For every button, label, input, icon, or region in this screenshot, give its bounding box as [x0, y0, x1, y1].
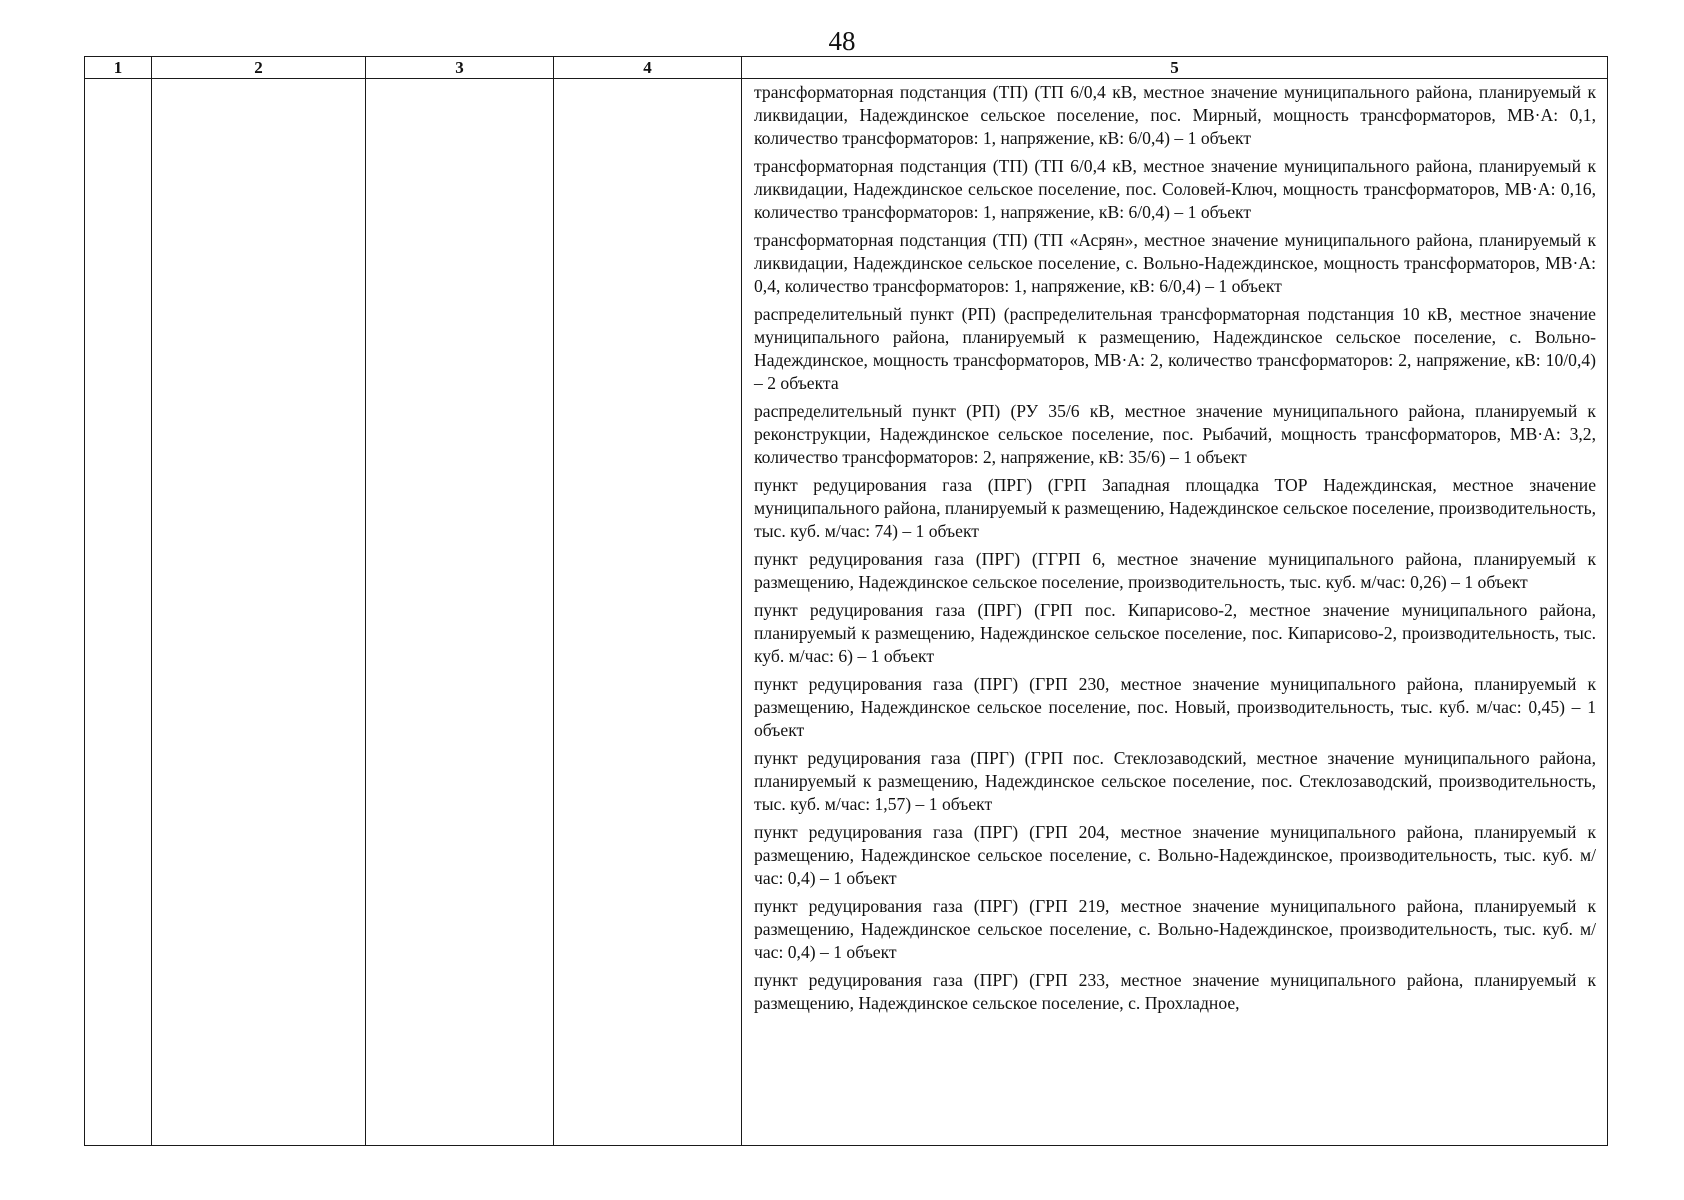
cell-col-1	[85, 79, 152, 1146]
cell-col-2	[152, 79, 366, 1146]
list-item: пункт редуцирования газа (ПРГ) (ГГРП 6, местное значение муниципального района, планируемый к размещению, Надеждинское сельское поселение, производительность, тыс. куб. м/час: 0,26) – 1 объект	[754, 549, 1596, 592]
list-item: пункт редуцирования газа (ПРГ) (ГРП 230, местное значение муниципального района, планируемый к размещению, Надеждинское сельское поселение, пос. Новый, производительность, тыс. куб. м/час: 0,45) – 1 объект	[754, 674, 1596, 740]
list-item: распределительный пункт (РП) (РУ 35/6 кВ, местное значение муниципального района, планируемый к реконструкции, Надеждинское сельское поселение, пос. Рыбачий, мощность трансформаторов, МВ·А: 3,2, количество трансформаторов: 2, напряжение, кВ: 35/6) – 1 объект	[754, 401, 1596, 467]
list-item: пункт редуцирования газа (ПРГ) (ГРП 233, местное значение муниципального района, планируемый к размещению, Надеждинское сельское поселение, с. Прохладное,	[754, 970, 1596, 1013]
header-col-3: 3	[366, 57, 554, 79]
header-col-2: 2	[152, 57, 366, 79]
list-item: трансформаторная подстанция (ТП) (ТП 6/0,4 кВ, местное значение муниципального района, планируемый к ликвидации, Надеждинское сельское поселение, пос. Мирный, мощность трансформаторов, МВ·А: 0,1, количество трансформаторов: 1, напряжение, кВ: 6/0,4) – 1 объект	[754, 82, 1596, 148]
col5-content	[742, 79, 1607, 1145]
header-col-4: 4	[554, 57, 742, 79]
table-header-row	[85, 57, 1608, 79]
data-table	[84, 56, 1608, 1146]
list-item: пункт редуцирования газа (ПРГ) (ГРП Западная площадка ТОР Надеждинская, местное значение муниципального района, планируемый к размещению, Надеждинское сельское поселение, производительность, тыс. куб. м/час: 74) – 1 объект	[754, 475, 1596, 541]
cell-col-3	[366, 79, 554, 1146]
cell-col-4	[554, 79, 742, 1146]
list-item: трансформаторная подстанция (ТП) (ТП 6/0,4 кВ, местное значение муниципального района, планируемый к ликвидации, Надеждинское сельское поселение, пос. Соловей-Ключ, мощность трансформаторов, МВ·А: 0,16, количество трансформаторов: 1, напряжение, кВ: 6/0,4) – 1 объект	[754, 156, 1596, 222]
list-item: пункт редуцирования газа (ПРГ) (ГРП пос. Кипарисово-2, местное значение муниципального района, планируемый к размещению, Надеждинское сельское поселение, пос. Кипарисово-2, производительность, тыс. куб. м/час: 6) – 1 объект	[754, 600, 1596, 666]
list-item: распределительный пункт (РП) (распределительная трансформаторная подстанция 10 кВ, местное значение муниципального района, планируемый к размещению, Надеждинское сельское поселение, с. Вольно-Надеждинское, мощность трансформаторов, МВ·А: 2, количество трансформаторов: 2, напряжение, кВ: 10/0,4) – 2 объекта	[754, 304, 1596, 393]
cell-col-5	[742, 79, 1608, 1146]
list-item: пункт редуцирования газа (ПРГ) (ГРП 204, местное значение муниципального района, планируемый к размещению, Надеждинское сельское поселение, с. Вольно-Надеждинское, производительность, тыс. куб. м/час: 0,4) – 1 объект	[754, 822, 1596, 888]
header-col-5: 5	[742, 57, 1608, 79]
page-number: 48	[828, 26, 856, 56]
list-item: пункт редуцирования газа (ПРГ) (ГРП пос. Стеклозаводский, местное значение муниципального района, планируемый к размещению, Надеждинское сельское поселение, пос. Стеклозаводский, производительность, тыс. куб. м/час: 1,57) – 1 объект	[754, 748, 1596, 814]
list-item: пункт редуцирования газа (ПРГ) (ГРП 219, местное значение муниципального района, планируемый к размещению, Надеждинское сельское поселение, с. Вольно-Надеждинское, производительность, тыс. куб. м/час: 0,4) – 1 объект	[754, 896, 1596, 962]
header-col-1: 1	[85, 57, 152, 79]
table-row	[85, 79, 1608, 1146]
list-item: трансформаторная подстанция (ТП) (ТП «Асрян», местное значение муниципального района, планируемый к ликвидации, Надеждинское сельское поселение, с. Вольно-Надеждинское, мощность трансформаторов, МВ·А: 0,4, количество трансформаторов: 1, напряжение, кВ: 6/0,4) – 1 объект	[754, 230, 1596, 296]
